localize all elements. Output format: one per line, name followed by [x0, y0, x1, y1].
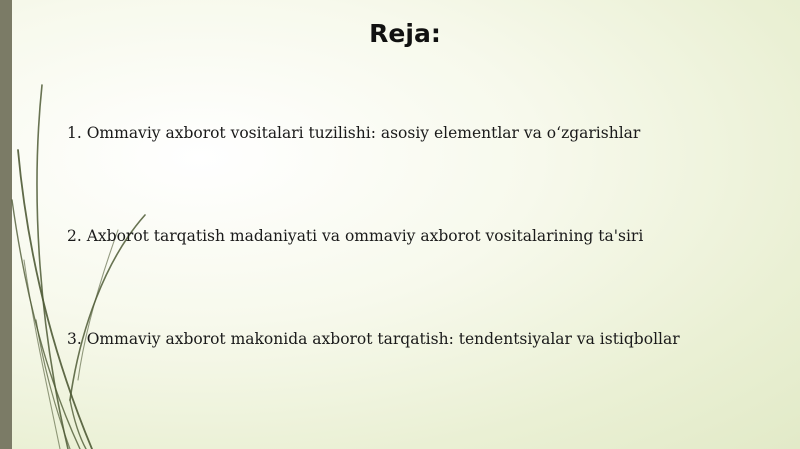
- plan-item-3: 3. Ommaviy axborot makonida axborot tarqatish: tendentsiyalar va istiqbollar: [67, 330, 680, 348]
- slide-title: Reja:: [369, 19, 441, 48]
- plan-item-1: 1. Ommaviy axborot vositalari tuzilishi: asosiy elementlar va o‘zgarishlar: [67, 124, 641, 142]
- left-accent-bar: [0, 0, 12, 449]
- plan-item-2: 2. Axborot tarqatish madaniyati va ommaviy axborot vositalarining ta'siri: [67, 227, 644, 245]
